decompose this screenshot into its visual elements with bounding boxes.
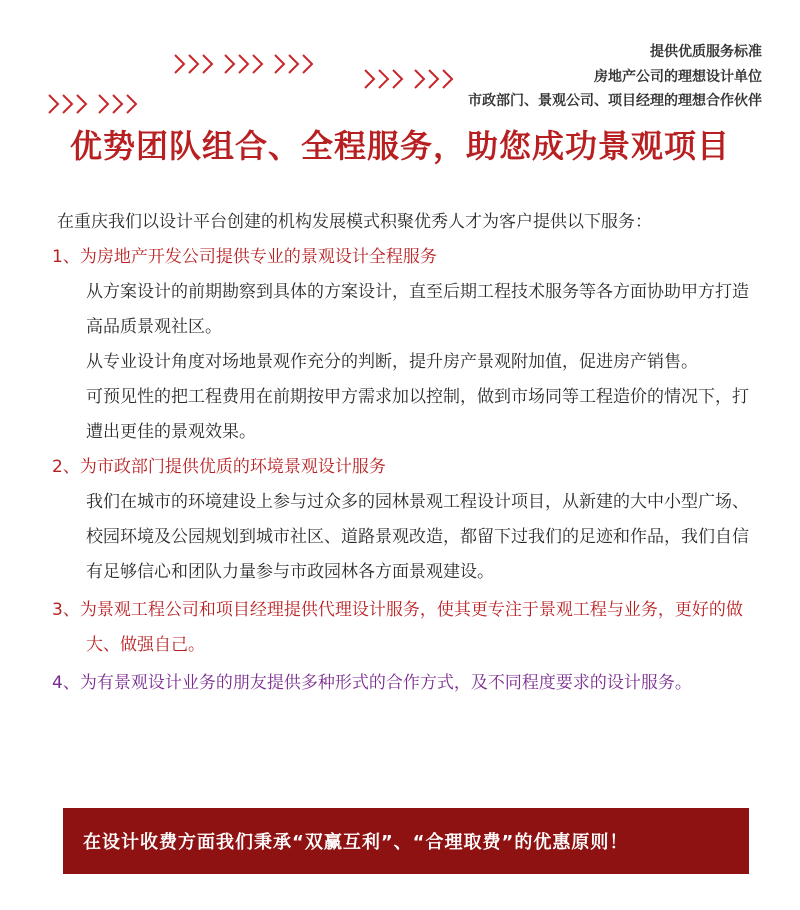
chevron-stroke: [113, 95, 122, 113]
service-paragraph: 可预见性的把工程费用在前期按甲方需求加以控制，做到市场同等工程造价的情况下，打遭出更佳的景观效果。: [86, 387, 749, 442]
chevron-stroke: [443, 70, 452, 88]
tagline-list: [468, 40, 762, 114]
tagline: 市政部门、景观公司、项目经理的理想合作伙伴: [468, 93, 762, 109]
chevron-stroke: [225, 55, 234, 73]
chevron-stroke: [175, 55, 184, 73]
services-section: [52, 205, 762, 701]
chevron-stroke: [127, 95, 136, 113]
chevron-stroke: [189, 55, 198, 73]
service-paragraph: 从专业设计角度对场地景观作充分的判断，提升房产景观附加值，促进房产销售。: [86, 352, 698, 372]
service-item-body: [52, 275, 762, 450]
service-paragraph: 从方案设计的前期勘察到具体的方案设计，直至后期工程技术服务等各方面协助甲方打造高品质景观社区。: [86, 282, 749, 337]
chevron-stroke: [379, 70, 388, 88]
chevron-decoration-middle: [362, 67, 462, 91]
chevron-stroke: [415, 70, 424, 88]
double-chevron-right-icon: [46, 92, 96, 116]
chevron-stroke: [429, 70, 438, 88]
pricing-banner: 在设计收费方面我们秉承“双赢互利”、“合理取费”的优惠原则！: [63, 808, 749, 874]
double-chevron-right-icon: [362, 67, 412, 91]
double-chevron-right-icon: [172, 52, 222, 76]
chevron-stroke: [289, 55, 298, 73]
chevron-stroke: [99, 95, 108, 113]
double-chevron-right-icon: [96, 92, 146, 116]
service-item-body: [52, 485, 762, 590]
chevron-stroke: [77, 95, 86, 113]
chevron-decoration-left: [46, 92, 146, 116]
chevron-stroke: [49, 95, 58, 113]
service-item-title: 2、为市政部门提供优质的环境景观设计服务: [52, 457, 386, 477]
double-chevron-right-icon: [272, 52, 322, 76]
service-item-title: 1、为房地产开发公司提供专业的景观设计全程服务: [52, 247, 437, 267]
service-item-title: 4、为有景观设计业务的朋友提供多种形式的合作方式，及不同程度要求的设计服务。: [52, 673, 692, 693]
intro-text: 在重庆我们以设计平台创建的机构发展模式积聚优秀人才为客户提供以下服务：: [57, 212, 652, 232]
service-paragraph: 我们在城市的环境建设上参与过众多的园林景观工程设计项目，从新建的大中小型广场、校园环境及公园规划到城市社区、道路景观改造，都留下过我们的足迹和作品，我们自信有足够信心和团队力量参与市政园林各方面景观建设。: [86, 492, 749, 582]
tagline: 提供优质服务标准: [650, 44, 762, 60]
chevron-stroke: [393, 70, 402, 88]
chevron-stroke: [203, 55, 212, 73]
chevron-stroke: [253, 55, 262, 73]
double-chevron-right-icon: [412, 67, 462, 91]
chevron-decoration-top: [172, 52, 322, 76]
chevron-stroke: [239, 55, 248, 73]
chevron-stroke: [365, 70, 374, 88]
chevron-stroke: [63, 95, 72, 113]
chevron-stroke: [303, 55, 312, 73]
double-chevron-right-icon: [222, 52, 272, 76]
tagline: 房地产公司的理想设计单位: [594, 68, 762, 85]
page-headline: 优势团队组合、全程服务，助您成功景观项目: [69, 127, 730, 165]
chevron-stroke: [275, 55, 284, 73]
service-item-title: 3、为景观工程公司和项目经理提供代理设计服务，使其更专注于景观工程与业务，更好的做大、做强自己。: [52, 600, 743, 655]
